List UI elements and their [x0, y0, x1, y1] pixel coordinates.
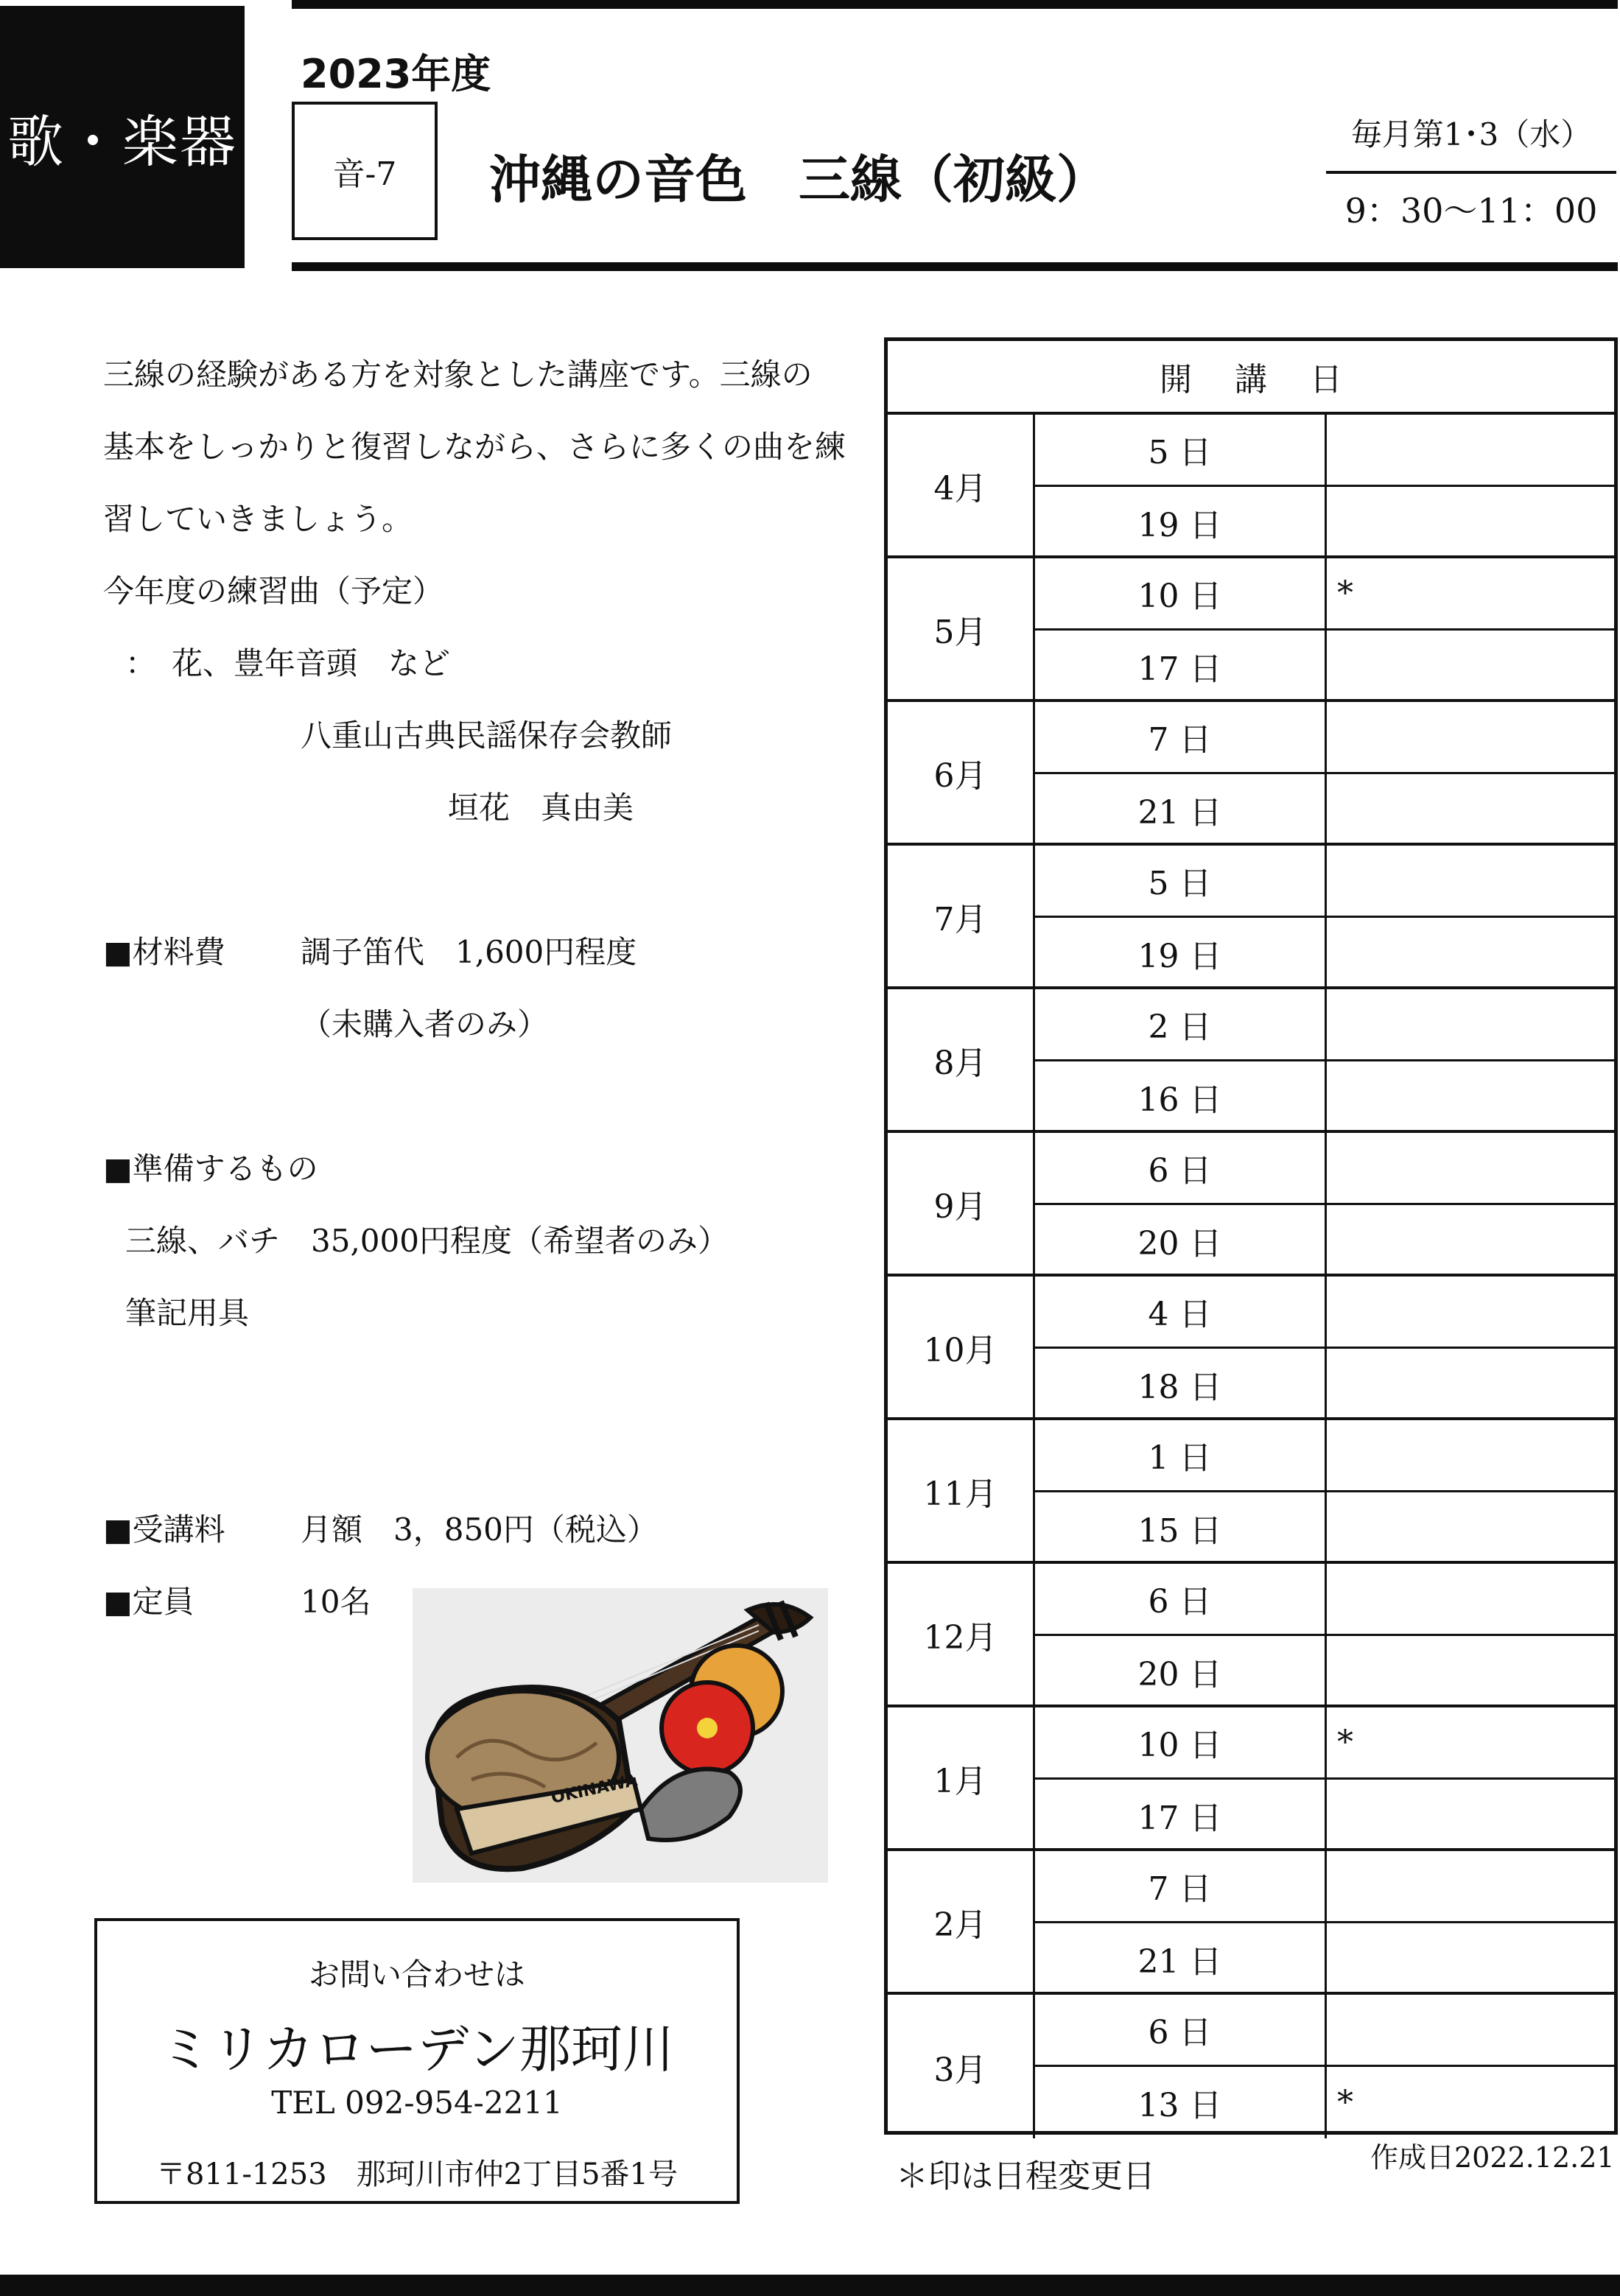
day-row: [1035, 1205, 1614, 1277]
capacity-label: ■定員: [103, 1584, 194, 1620]
calendar-footnote: ＊印は日程変更日: [896, 2158, 1155, 2195]
day-row: [1035, 1851, 1614, 1923]
month-group: [888, 415, 1614, 558]
contact-intro: お問い合わせは: [308, 1956, 525, 1993]
day-number: 7 日: [1035, 1851, 1327, 1921]
schedule-change-mark: *: [1337, 1723, 1353, 1761]
course-title: 沖縄の音色 三線（初級）: [489, 150, 1108, 210]
month-label: 8月: [888, 989, 1035, 1130]
day-row: [1035, 846, 1614, 918]
contact-box: [94, 1918, 740, 2204]
materials-label: ■材料費: [103, 934, 225, 970]
day-number: 20 日: [1035, 1636, 1327, 1708]
preparation-label: ■準備するもの: [103, 1151, 318, 1187]
day-number: 17 日: [1035, 631, 1327, 703]
month-label: 5月: [888, 558, 1035, 699]
day-row: [1035, 1492, 1614, 1565]
day-number: 10 日: [1035, 558, 1327, 628]
practice-songs-list: ： 花、豊年音頭 など: [125, 645, 451, 681]
fee-value: 月額 3，850円（税込）: [301, 1512, 658, 1548]
day-row: [1035, 487, 1614, 559]
day-row: [1035, 415, 1614, 487]
day-number: 15 日: [1035, 1492, 1327, 1565]
month-label: 1月: [888, 1707, 1035, 1848]
schedule-change-mark: *: [1337, 574, 1353, 612]
month-group: [888, 558, 1614, 702]
year-label: 2023年度: [301, 51, 491, 97]
sanshin-illustration: [413, 1588, 828, 1883]
day-row: [1035, 1995, 1614, 2067]
preparation-item-1: 三線、バチ 35,000円程度（希望者のみ）: [125, 1223, 729, 1259]
day-row: [1035, 1923, 1614, 1995]
day-row: [1035, 631, 1614, 703]
schedule-day: 毎月第1･3（水）: [1350, 116, 1592, 152]
description-line-2: 基本をしっかりと復習しながら、さらに多くの曲を練: [103, 429, 846, 465]
month-group: [888, 1277, 1614, 1420]
day-row: [1035, 918, 1614, 990]
day-number: 6 日: [1035, 1564, 1327, 1634]
day-number: 6 日: [1035, 1995, 1327, 2065]
description-line-1: 三線の経験がある方を対象とした講座です。三線の: [103, 357, 813, 393]
contact-address: 〒811-1253 那珂川市仲2丁目5番1号: [155, 2158, 678, 2191]
instructor-name: 垣花 真由美: [448, 790, 634, 826]
schedule-time: 9：30～11：00: [1344, 191, 1598, 231]
day-number: 5 日: [1035, 415, 1327, 485]
day-number: 18 日: [1035, 1349, 1327, 1421]
day-number: 21 日: [1035, 774, 1327, 846]
month-group: [888, 989, 1614, 1133]
month-group: [888, 1995, 1614, 2138]
day-number: 19 日: [1035, 918, 1327, 990]
month-group: [888, 1133, 1614, 1277]
day-number: 1 日: [1035, 1420, 1327, 1490]
capacity-value: 10名: [301, 1584, 371, 1620]
course-code-box: [292, 102, 438, 240]
header-bottom-rule: [292, 262, 1618, 271]
calendar-table: [884, 337, 1618, 2135]
month-group: [888, 702, 1614, 846]
month-group: [888, 846, 1614, 989]
bottom-bar: [0, 2275, 1620, 2296]
practice-songs-heading: 今年度の練習曲（予定）: [103, 573, 444, 609]
okinawa-text: OKINAWA: [550, 1771, 639, 1808]
month-group: [888, 1851, 1614, 1995]
day-number: 16 日: [1035, 1061, 1327, 1134]
day-number: 19 日: [1035, 487, 1327, 559]
month-label: 2月: [888, 1851, 1035, 1992]
calendar-header: 開講日: [888, 341, 1614, 415]
created-date: 作成日2022.12.21: [1370, 2141, 1615, 2174]
day-number: 20 日: [1035, 1205, 1327, 1277]
description-line-3: 習していきましょう。: [103, 501, 413, 537]
month-label: 12月: [888, 1564, 1035, 1705]
day-row: [1035, 2067, 1614, 2139]
day-number: 21 日: [1035, 1923, 1327, 1995]
month-group: [888, 1420, 1614, 1564]
day-row: [1035, 774, 1614, 846]
day-row: [1035, 1277, 1614, 1349]
day-number: 7 日: [1035, 702, 1327, 772]
day-row: [1035, 1061, 1614, 1134]
month-group: [888, 1564, 1614, 1707]
instructor-title: 八重山古典民謡保存会教師: [301, 717, 673, 754]
day-row: [1035, 1349, 1614, 1421]
month-label: 6月: [888, 702, 1035, 843]
month-label: 7月: [888, 846, 1035, 986]
preparation-item-2: 筆記用具: [125, 1295, 250, 1331]
day-number: 2 日: [1035, 989, 1327, 1059]
day-row: [1035, 558, 1614, 631]
top-rule: [292, 0, 1618, 9]
materials-value: 調子笛代 1,600円程度: [301, 934, 637, 970]
day-number: 4 日: [1035, 1277, 1327, 1347]
day-number: 5 日: [1035, 846, 1327, 916]
month-label: 3月: [888, 1995, 1035, 2138]
day-number: 17 日: [1035, 1780, 1327, 1852]
day-number: 10 日: [1035, 1707, 1327, 1777]
fee-label: ■受講料: [103, 1512, 225, 1548]
contact-phone[interactable]: TEL 092-954-2211: [271, 2085, 563, 2121]
day-row: [1035, 1564, 1614, 1636]
day-row: [1035, 1780, 1614, 1852]
course-code: 音-7: [332, 155, 397, 193]
month-label: 10月: [888, 1277, 1035, 1417]
materials-note: （未購入者のみ）: [301, 1006, 549, 1042]
category-label: 歌・楽器: [0, 6, 245, 268]
day-row: [1035, 1420, 1614, 1492]
day-row: [1035, 989, 1614, 1061]
day-number: 13 日: [1035, 2067, 1327, 2139]
month-label: 11月: [888, 1420, 1035, 1561]
day-number: 6 日: [1035, 1133, 1327, 1203]
day-row: [1035, 1707, 1614, 1780]
day-row: [1035, 1636, 1614, 1708]
month-group: [888, 1707, 1614, 1851]
day-row: [1035, 1133, 1614, 1205]
schedule-divider: [1326, 171, 1616, 174]
month-label: 9月: [888, 1133, 1035, 1274]
schedule-change-mark: *: [1337, 2083, 1353, 2121]
contact-name: ミリカローデン那珂川: [160, 2019, 674, 2079]
month-label: 4月: [888, 415, 1035, 555]
day-row: [1035, 702, 1614, 774]
